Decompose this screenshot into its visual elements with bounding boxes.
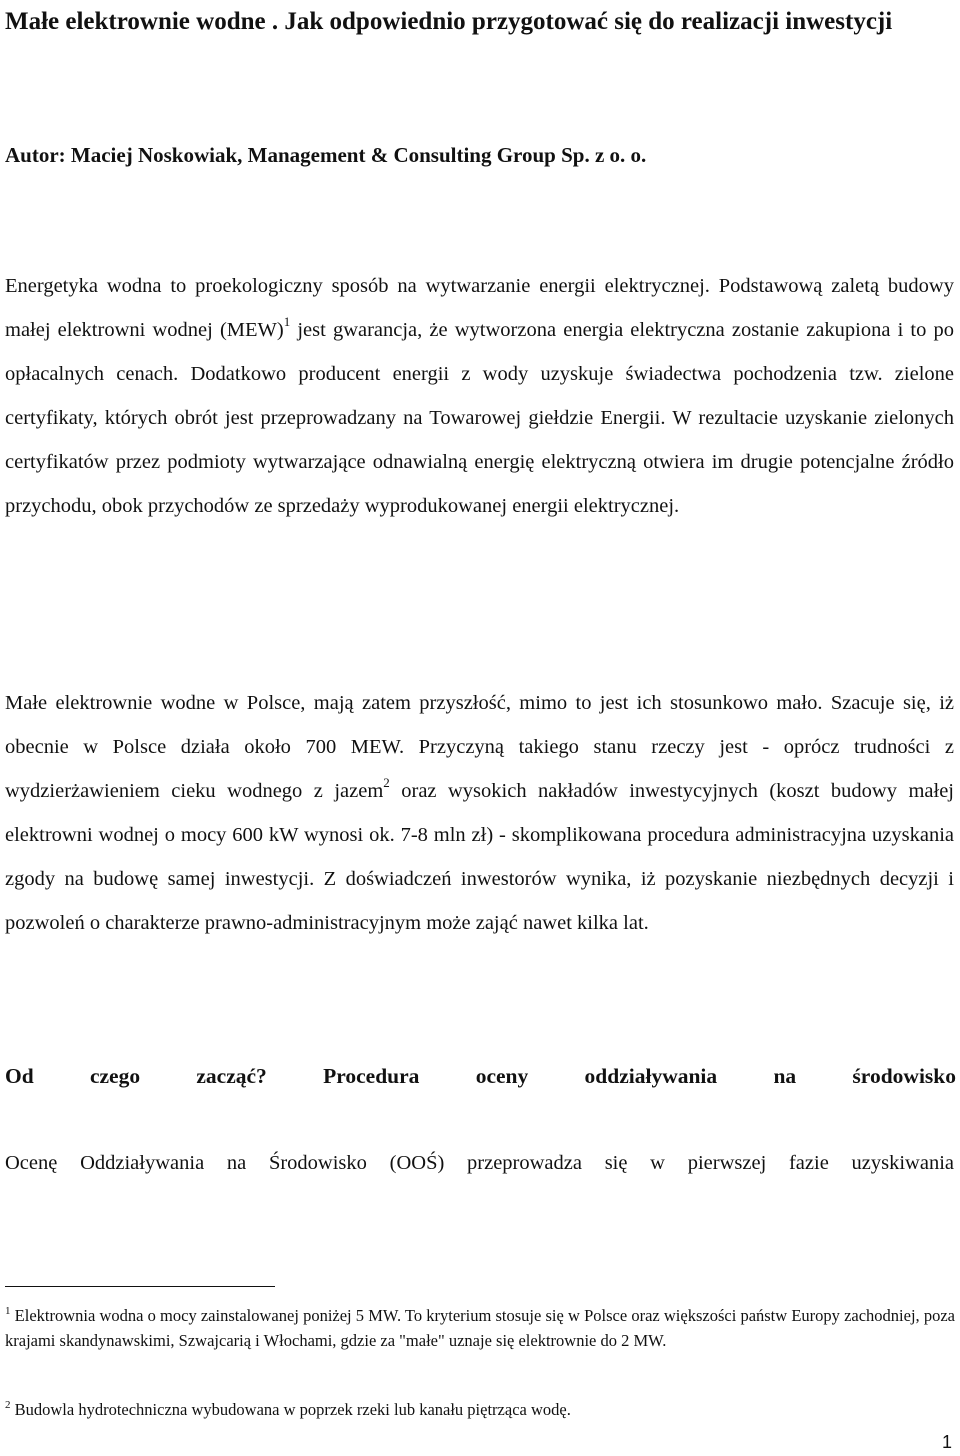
paragraph-intro-text-2: jest gwarancja, że wytworzona energia elektryczna zostanie zakupiona i to po opłacalnych cenach. Dodatkowo producent energii z wody uzyskuje świadectwa pochodzenia tzw. zielone certyfikaty, których obrót jest przeprowadzany na Towarowej giełdzie Energii. W rezultacie uzyskanie zielonych certyfikatów przez podmioty wytwarzające odnawialną energię elektryczną otwiera im drugie potencjalne źródło przychodu, obok przychodów ze sprzedaży wyprodukowanej energii elektrycznej.	[5, 319, 954, 517]
paragraph-poland	[5, 681, 954, 945]
footnote-2-text: Budowla hydrotechniczna wybudowana w poprzek rzeki lub kanału piętrząca wodę.	[10, 1400, 571, 1419]
footnote-separator	[5, 1286, 275, 1287]
footnote-ref-1: 1	[283, 314, 291, 329]
document-title: Małe elektrownie wodne . Jak odpowiednio przygotować się do realizacji inwestycji	[5, 8, 893, 35]
section-heading: Od czego zacząć? Procedura oceny oddziaływania na środowisko	[5, 1064, 956, 1088]
paragraph-poland-text-1: Małe elektrownie wodne w Polsce, mają zatem przyszłość, mimo to jest ich stosunkowo mało. Szacuje się, iż obecnie w Polsce działa około 700 MEW. Przyczyną takiego stanu rzeczy jest - oprócz trudności z wydzierżawieniem cieku wodnego z jazem	[5, 692, 954, 802]
paragraph-poland-text-2: oraz wysokich nakładów inwestycyjnych (koszt budowy małej elektrowni wodnej o mocy 600 kW wynosi ok. 7-8 mln zł) - skomplikowana procedura administracyjna uzyskania zgody na budowę samej inwestycji. Z doświadczeń inwestorów wynika, iż pozyskanie niezbędnych decyzji i pozwoleń o charakterze prawno-administracyjnym może zająć nawet kilka lat.	[5, 780, 954, 934]
page-number: 1	[941, 1432, 952, 1452]
footnote-1	[5, 1303, 955, 1353]
footnote-mark-1: 1	[5, 1305, 11, 1317]
paragraph-intro	[5, 264, 954, 528]
paragraph-intro-text-1: Energetyka wodna to proekologiczny sposób na wytwarzanie energii elektrycznej. Podstawową zaletą budowy małej elektrowni wodnej (MEW)	[5, 275, 954, 341]
footnote-ref-2: 2	[383, 775, 390, 790]
footnote-2	[5, 1397, 955, 1422]
author-line: Autor: Maciej Noskowiak, Management & Consulting Group Sp. z o. o.	[5, 143, 647, 167]
paragraph-oos: Ocenę Oddziaływania na Środowisko (OOŚ) przeprowadza się w pierwszej fazie uzyskiwania	[5, 1152, 954, 1174]
footnote-1-text: Elektrownia wodna o mocy zainstalowanej poniżej 5 MW. To kryterium stosuje się w Polsce oraz większości państw Europy zachodniej, poza krajami skandynawskimi, Szwajcarią i Włochami, gdzie za "małe" uznaje się elektrownie do 2 MW.	[5, 1306, 955, 1350]
footnote-mark-2: 2	[5, 1399, 11, 1411]
